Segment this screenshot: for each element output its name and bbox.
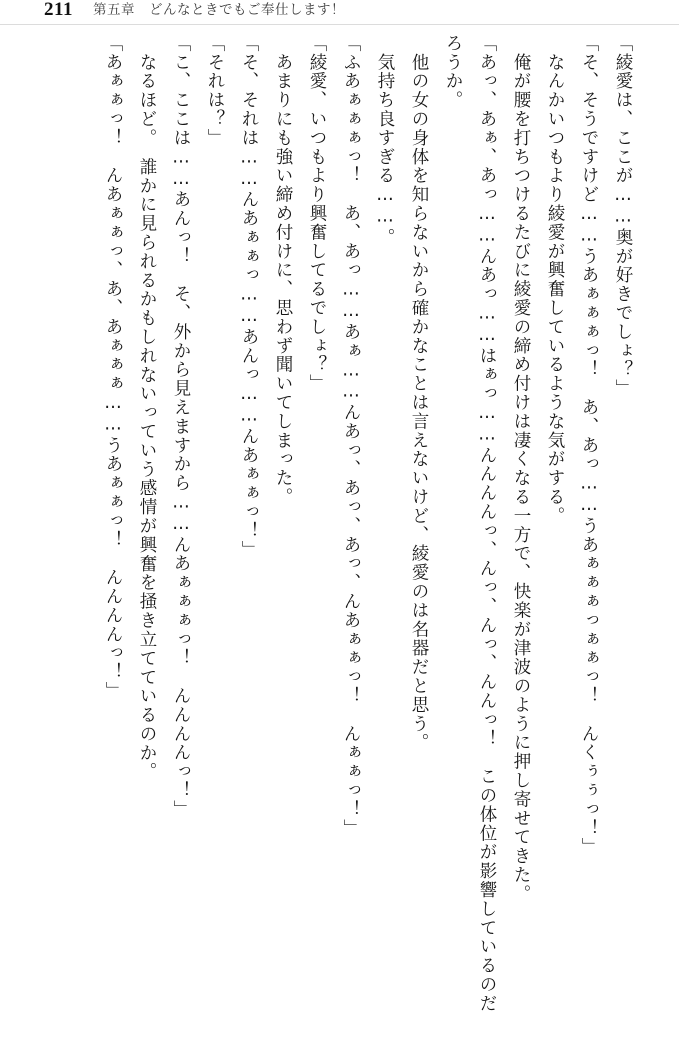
text-line: 「そ、それは……んあぁぁっ……あんっ……んあぁぁっ！」	[239, 34, 259, 560]
text-line: 「それは？」	[205, 34, 225, 148]
text-line: なんかいつもより綾愛が興奮しているような気がする。	[545, 34, 565, 526]
text-line: 「綾愛は、ここが……奥が好きでしょ？」	[613, 34, 633, 399]
text-line: 他の女の身体を知らないから確かなことは言えないけど、綾愛のは名器だと思う。	[409, 34, 429, 753]
chapter-title: 第五章 どんなときでもご奉仕します！	[92, 2, 345, 18]
page-body	[40, 34, 640, 1024]
header-divider	[0, 24, 679, 25]
text-line: 「綾愛、いつもより興奮してるでしょ？」	[307, 34, 327, 394]
text-line: 気持ち良すぎる……。	[375, 34, 395, 247]
running-header	[0, 0, 679, 26]
text-line: 「ふあぁぁぁっ！ あ、あっ……あぁ……んあっ、あっ、あっ、んあぁぁっ！ んぁぁっ！」	[341, 34, 361, 838]
text-line: 「あっ、あぁ、あっ……んあっ……はぁっ……んんんんっ、んっ、んっ、んんっ！ この体位が影響しているのだろうか。	[443, 34, 497, 1013]
text-line: 「あぁぁっ！ んあぁぁっ、あ、あぁぁぁ……うあぁぁっ！ んんんんっ！」	[103, 34, 123, 701]
page-number: 211	[44, 0, 73, 20]
text-line: 「こ、ここは……あんっ！ そ、外から見えますから……んあぁぁぁっ！ んんんんっ！」	[171, 34, 191, 819]
text-line: 「そ、そうですけど……うあぁぁぁっ！ あ、あっ……うあぁぁぁっぁぁっ！ んくぅぅっ！」	[579, 34, 599, 857]
text-line: 俺が腰を打ちつけるたびに綾愛の締め付けは凄くなる一方で、快楽が津波のように押し寄せてきた。	[511, 34, 531, 904]
vertical-text-block	[40, 34, 640, 1019]
text-line: なるほど。 誰かに見られるかもしれないっていう感情が興奮を掻き立てているのか。	[137, 34, 157, 782]
text-line: あまりにも強い締め付けに、思わず聞いてしまった。	[273, 34, 293, 507]
